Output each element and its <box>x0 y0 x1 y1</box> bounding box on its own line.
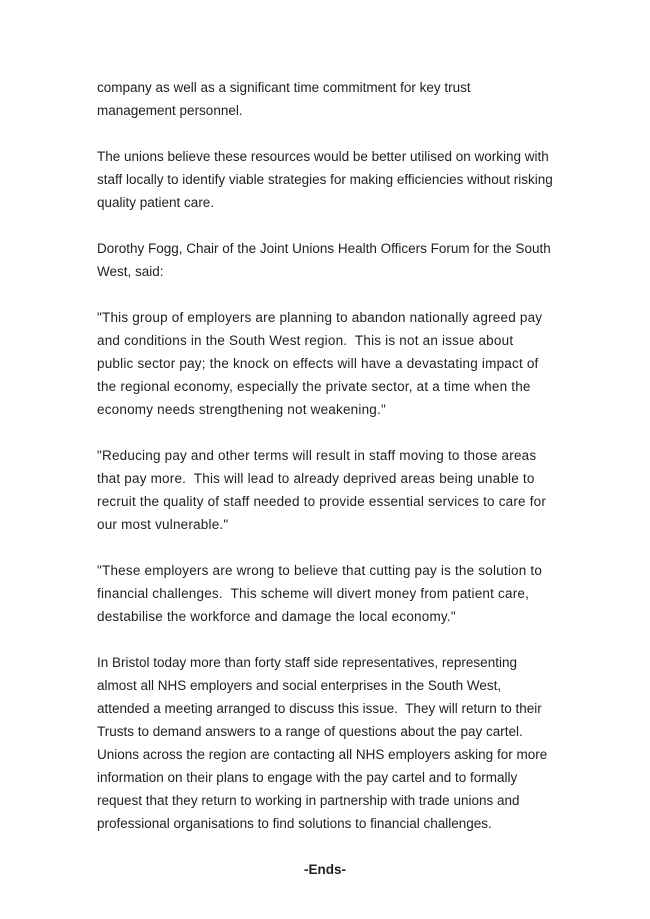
ends-marker: -Ends- <box>304 862 346 877</box>
paragraph-bristol-meeting: In Bristol today more than forty staff side representatives, representing almost all NHS employers and social enterprises in the South West, attended a meeting arranged to discuss this issue. They will return to their Trusts to demand answers to a range of questions about the pay cartel. Unions across the region are contacting all NHS employers asking for more information on their plans to engage with the pay cartel and to formally request that they return to working in partnership with trade unions and professional organisations to find solutions to financial challenges. <box>97 655 551 831</box>
paragraph-company-continuation: company as well as a significant time commitment for key trust management personnel. <box>97 80 475 118</box>
quote-paragraph-reducing-pay: "Reducing pay and other terms will result in staff moving to those areas that pay more. This will lead to already deprived areas being unable to recruit the quality of staff needed to provide essential services to care for our most vulnerable." <box>97 448 551 532</box>
quote-paragraph-abandon-pay: "This group of employers are planning to abandon nationally agreed pay and conditions in the South West region. This is not an issue about public sector pay; the knock on effects will have a devastating impact of the regional economy, especially the private sector, at a time when the economy needs strengthening not weakening." <box>97 310 547 417</box>
paragraph-unions-believe: The unions believe these resources would be better utilised on working with staff locally to identify viable strategies for making efficiencies without risking quality patient care. <box>97 149 557 210</box>
quote-paragraph-employers-wrong: "These employers are wrong to believe that cutting pay is the solution to financial challenges. This scheme will divert money from patient care, destabilise the workforce and damage the local economy." <box>97 563 547 624</box>
paragraph-dorothy-fogg-attribution: Dorothy Fogg, Chair of the Joint Unions Health Officers Forum for the South West, said: <box>97 241 555 279</box>
